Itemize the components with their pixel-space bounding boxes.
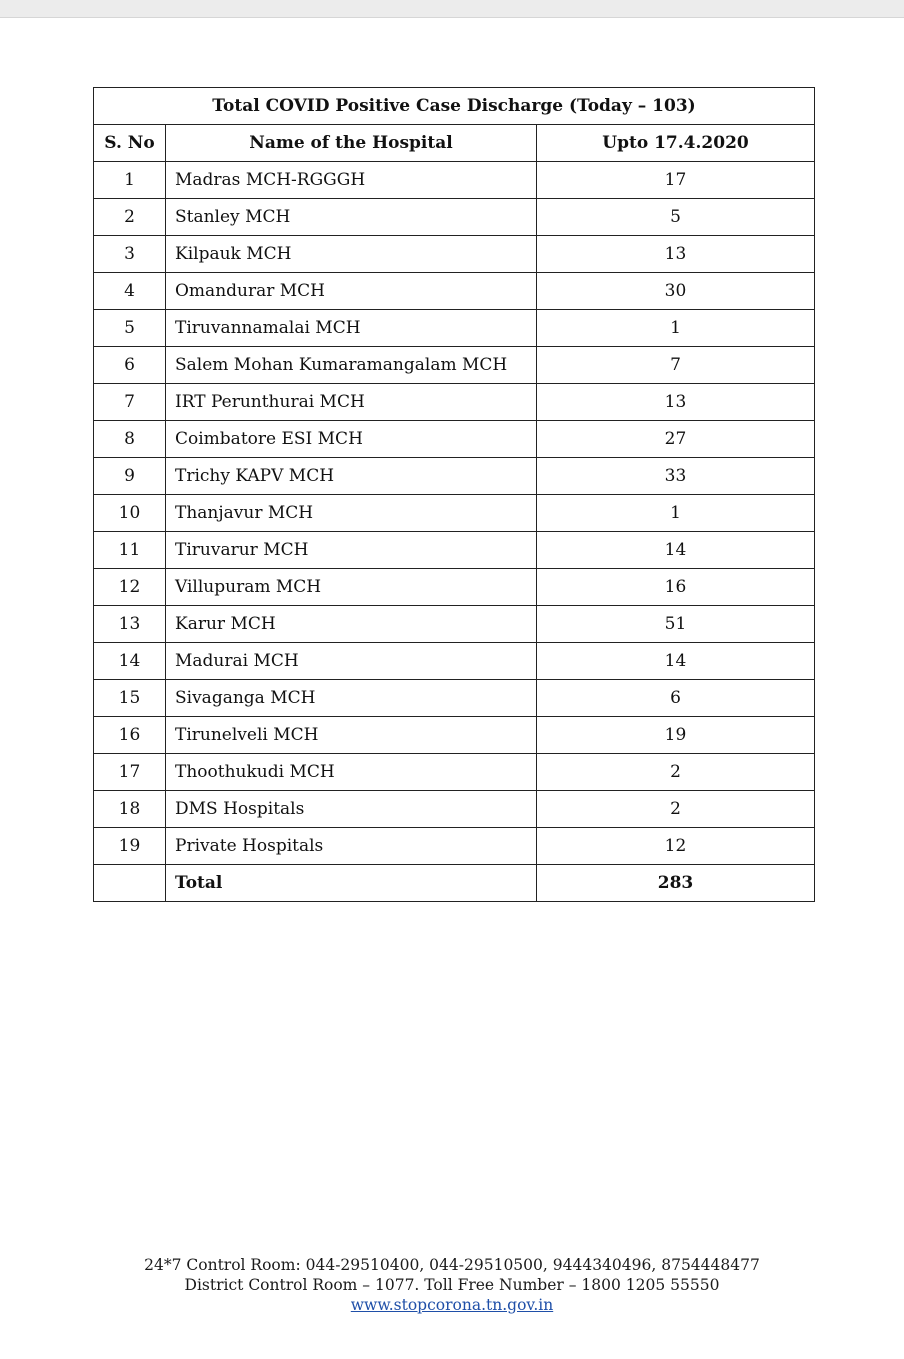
row-hospital-name: Stanley MCH (166, 199, 537, 236)
table-row (94, 162, 815, 199)
row-hospital-name: Omandurar MCH (166, 273, 537, 310)
row-hospital-name: Thoothukudi MCH (166, 754, 537, 791)
row-sno: 9 (94, 458, 166, 495)
table-row (94, 310, 815, 347)
row-sno: 5 (94, 310, 166, 347)
row-count: 13 (537, 384, 815, 421)
row-count: 27 (537, 421, 815, 458)
total-count: 283 (537, 865, 815, 902)
row-count: 2 (537, 754, 815, 791)
row-hospital-name: Villupuram MCH (166, 569, 537, 606)
row-hospital-name: Salem Mohan Kumaramangalam MCH (166, 347, 537, 384)
table-row (94, 273, 815, 310)
row-sno: 12 (94, 569, 166, 606)
row-sno: 1 (94, 162, 166, 199)
table-title-row (94, 88, 815, 125)
total-row (94, 865, 815, 902)
row-count: 14 (537, 532, 815, 569)
row-count: 17 (537, 162, 815, 199)
row-count: 1 (537, 310, 815, 347)
row-count: 14 (537, 643, 815, 680)
row-hospital-name: Coimbatore ESI MCH (166, 421, 537, 458)
row-hospital-name: Kilpauk MCH (166, 236, 537, 273)
table-row (94, 643, 815, 680)
row-count: 5 (537, 199, 815, 236)
row-count: 7 (537, 347, 815, 384)
row-hospital-name: IRT Perunthurai MCH (166, 384, 537, 421)
total-sno-empty (94, 865, 166, 902)
row-sno: 15 (94, 680, 166, 717)
row-sno: 14 (94, 643, 166, 680)
table-row (94, 828, 815, 865)
row-sno: 19 (94, 828, 166, 865)
table-row (94, 421, 815, 458)
row-count: 19 (537, 717, 815, 754)
footer-website-link[interactable]: www.stopcorona.tn.gov.in (350, 1296, 554, 1314)
row-count: 16 (537, 569, 815, 606)
table-row (94, 236, 815, 273)
table-row (94, 458, 815, 495)
table-header-row (94, 125, 815, 162)
header-sno: S. No (94, 125, 166, 162)
discharge-table (93, 87, 815, 902)
row-count: 13 (537, 236, 815, 273)
row-hospital-name: Private Hospitals (166, 828, 537, 865)
table-row (94, 569, 815, 606)
table-title: Total COVID Positive Case Discharge (Today – 103) (94, 88, 815, 125)
table-row (94, 532, 815, 569)
header-hospital-name: Name of the Hospital (166, 125, 537, 162)
table-row (94, 384, 815, 421)
footer (0, 1255, 904, 1315)
row-hospital-name: Tiruvannamalai MCH (166, 310, 537, 347)
header-count: Upto 17.4.2020 (537, 125, 815, 162)
row-sno: 6 (94, 347, 166, 384)
table-row (94, 680, 815, 717)
row-count: 12 (537, 828, 815, 865)
row-hospital-name: Tirunelveli MCH (166, 717, 537, 754)
table-row (94, 606, 815, 643)
discharge-table-body (94, 88, 815, 902)
row-hospital-name: Tiruvarur MCH (166, 532, 537, 569)
row-hospital-name: DMS Hospitals (166, 791, 537, 828)
footer-district-control: District Control Room – 1077. Toll Free Number – 1800 1205 55550 (184, 1276, 720, 1294)
row-count: 1 (537, 495, 815, 532)
row-count: 30 (537, 273, 815, 310)
row-sno: 8 (94, 421, 166, 458)
table-row (94, 754, 815, 791)
row-hospital-name: Madurai MCH (166, 643, 537, 680)
viewer-top-bar (0, 0, 904, 18)
row-hospital-name: Madras MCH-RGGGH (166, 162, 537, 199)
table-row (94, 717, 815, 754)
table-row (94, 347, 815, 384)
table-row (94, 199, 815, 236)
row-hospital-name: Trichy KAPV MCH (166, 458, 537, 495)
row-hospital-name: Sivaganga MCH (166, 680, 537, 717)
row-sno: 2 (94, 199, 166, 236)
row-count: 6 (537, 680, 815, 717)
table-row (94, 791, 815, 828)
row-count: 33 (537, 458, 815, 495)
row-count: 51 (537, 606, 815, 643)
row-sno: 7 (94, 384, 166, 421)
table-row (94, 495, 815, 532)
row-sno: 10 (94, 495, 166, 532)
total-label: Total (166, 865, 537, 902)
row-sno: 18 (94, 791, 166, 828)
footer-control-room: 24*7 Control Room: 044-29510400, 044-29510500, 9444340496, 8754448477 (144, 1256, 760, 1274)
row-hospital-name: Thanjavur MCH (166, 495, 537, 532)
row-sno: 17 (94, 754, 166, 791)
row-count: 2 (537, 791, 815, 828)
row-sno: 16 (94, 717, 166, 754)
row-sno: 3 (94, 236, 166, 273)
row-hospital-name: Karur MCH (166, 606, 537, 643)
row-sno: 13 (94, 606, 166, 643)
row-sno: 11 (94, 532, 166, 569)
row-sno: 4 (94, 273, 166, 310)
